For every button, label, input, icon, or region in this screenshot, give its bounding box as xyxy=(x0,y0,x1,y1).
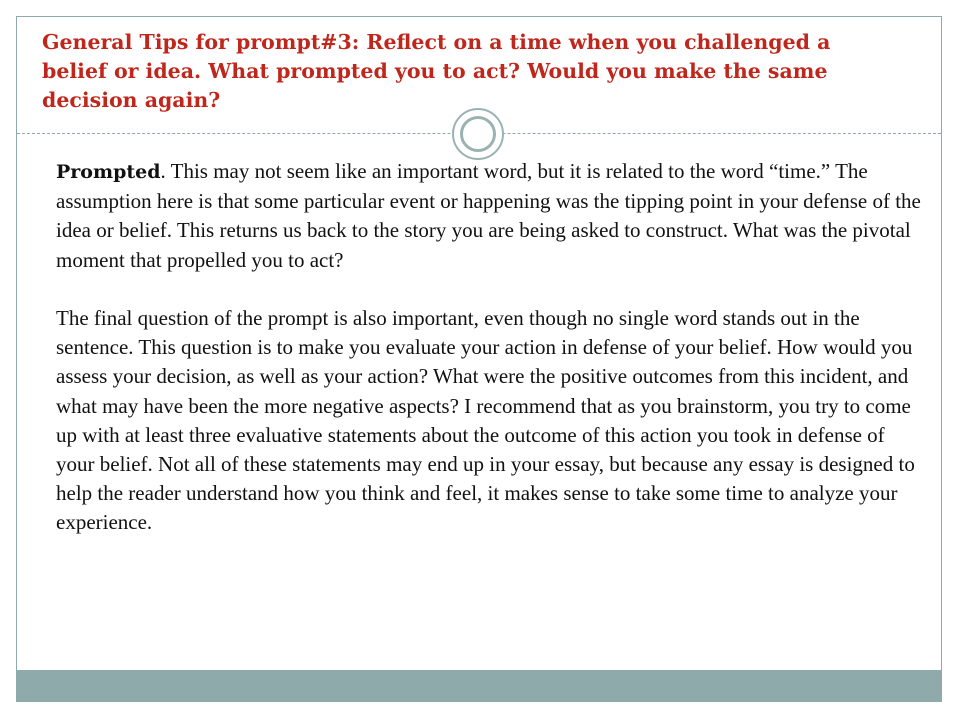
double-ring-icon xyxy=(452,108,504,160)
paragraph-text: The final question of the prompt is also important, even though no single word stands out in the sentence. This question is to make you evaluate your action in defense of your belief. How would you assess your decision, as well as your action? What were the positive outcomes from this incident, and what may have been the more negative aspects? I recommend that as you brainstorm, you try to come up with at least three evaluative statements about the outcome of this action you took in defense of your belief. Not all of these statements may end up in your essay, but because any essay is designed to help the reader understand how you think and feel, it makes sense to take some time to analyze your experience. xyxy=(56,306,915,535)
paragraph-final-question xyxy=(56,304,926,538)
inner-ring xyxy=(460,116,496,152)
footer-band xyxy=(17,670,941,701)
paragraph-lead-word: Prompted xyxy=(56,161,161,183)
paragraph-prompted xyxy=(56,157,926,275)
slide-body xyxy=(56,157,926,538)
slide-title: General Tips for prompt#3: Reflect on a time when you challenged a belief or idea. What prompted you to act? Would you make the same decision again? xyxy=(42,30,831,112)
paragraph-text: . This may not seem like an important word, but it is related to the word “time.” The assumption here is that some particular event or happening was the tipping point in your defense of the idea or belief. This returns us back to the story you are being asked to construct. What was the pivotal moment that propelled you to act? xyxy=(56,159,921,272)
